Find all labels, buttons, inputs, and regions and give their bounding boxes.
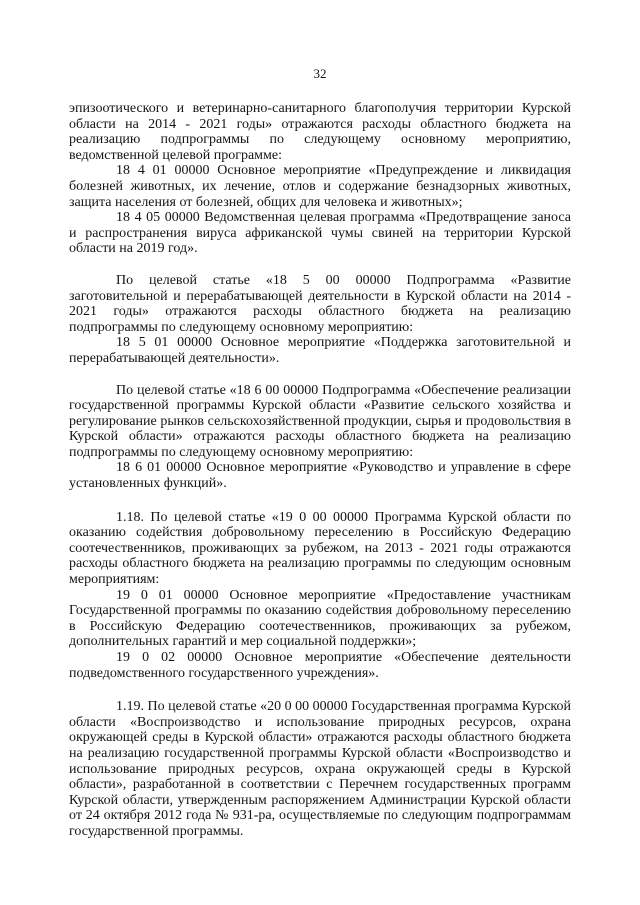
paragraph-gap bbox=[69, 367, 571, 383]
paragraph-item: 19 0 02 00000 Основное мероприятие «Обеспечение деятельности подведомственного государственного учреждения». bbox=[69, 650, 571, 681]
paragraph-item: 19 0 01 00000 Основное мероприятие «Предоставление участникам Государственной программы по оказанию содействия добровольному переселению в Российскую Федерацию соотечественников, проживающих за рубежом, дополнительных гарантий и мер социальной поддержки»; bbox=[69, 587, 571, 650]
paragraph-section-1-19: 1.19. По целевой статье «20 0 00 00000 Государственная программа Курской области «Воспроизводство и использование природных ресурсов, охрана окружающей среды в Курской области» отражаются расходы областного бюджета на реализацию государственной программы Курской области «Воспроизводство и использование природных ресурсов, охрана окружающей среды в Курской области», разработанной в соответствии с Перечнем государственных программ Курской области, утвержденным распоряжением Администрации Курской области от 24 октября 2012 года № 931-ра, осуществляемые по следующим подпрограммам государственной программы. bbox=[69, 699, 571, 839]
paragraph: По целевой статье «18 6 00 00000 Подпрограмма «Обеспечение реализации государственной программы Курской области «Развитие сельского хозяйства и регулирование рынков сельскохозяйственной продукции, сырья и продовольствия в Курской области» отражаются расходы областного бюджета на реализацию подпрограммы по следующему основному мероприятию: bbox=[69, 382, 571, 460]
document-body bbox=[69, 101, 571, 840]
paragraph-continuation: эпизоотического и ветеринарно-санитарного благополучия территории Курской области на 2014 - 2021 годы» отражаются расходы областного бюджета на реализацию подпрограммы по следующему основному мероприятию, ведомственной целевой программе: bbox=[69, 101, 571, 163]
paragraph-item: 18 5 01 00000 Основное мероприятие «Поддержка заготовительной и перерабатывающей деятельности». bbox=[69, 335, 571, 366]
paragraph-item: 18 6 01 00000 Основное мероприятие «Руководство и управление в сфере установленных функций». bbox=[69, 460, 571, 492]
paragraph: По целевой статье «18 5 00 00000 Подпрограмма «Развитие заготовительной и перерабатывающей деятельности в Курской области на 2014 - 2021 годы» отражаются расходы областного бюджета на реализацию подпрограммы по следующему основному мероприятию: bbox=[69, 272, 571, 335]
page-number: 32 bbox=[313, 66, 327, 81]
paragraph-gap bbox=[69, 492, 571, 510]
paragraph-gap bbox=[69, 257, 571, 273]
paragraph-item: 18 4 05 00000 Ведомственная целевая программа «Предотвращение заноса и распространения вируса африканской чумы свиней на территории Курской области на 2019 год». bbox=[69, 210, 571, 257]
paragraph-gap bbox=[69, 681, 571, 699]
paragraph-item: 18 4 01 00000 Основное мероприятие «Предупреждение и ликвидация болезней животных, их лечение, отлов и содержание безнадзорных животных, защита населения от болезней, общих для человека и животных»; bbox=[69, 163, 571, 210]
paragraph-section-1-18: 1.18. По целевой статье «19 0 00 00000 Программа Курской области по оказанию содействия добровольному переселению в Российскую Федерацию соотечественников, проживающих за рубежом, на 2013 - 2021 годы отражаются расходы областного бюджета на реализацию программы по следующим основным мероприятиям: bbox=[69, 509, 571, 588]
